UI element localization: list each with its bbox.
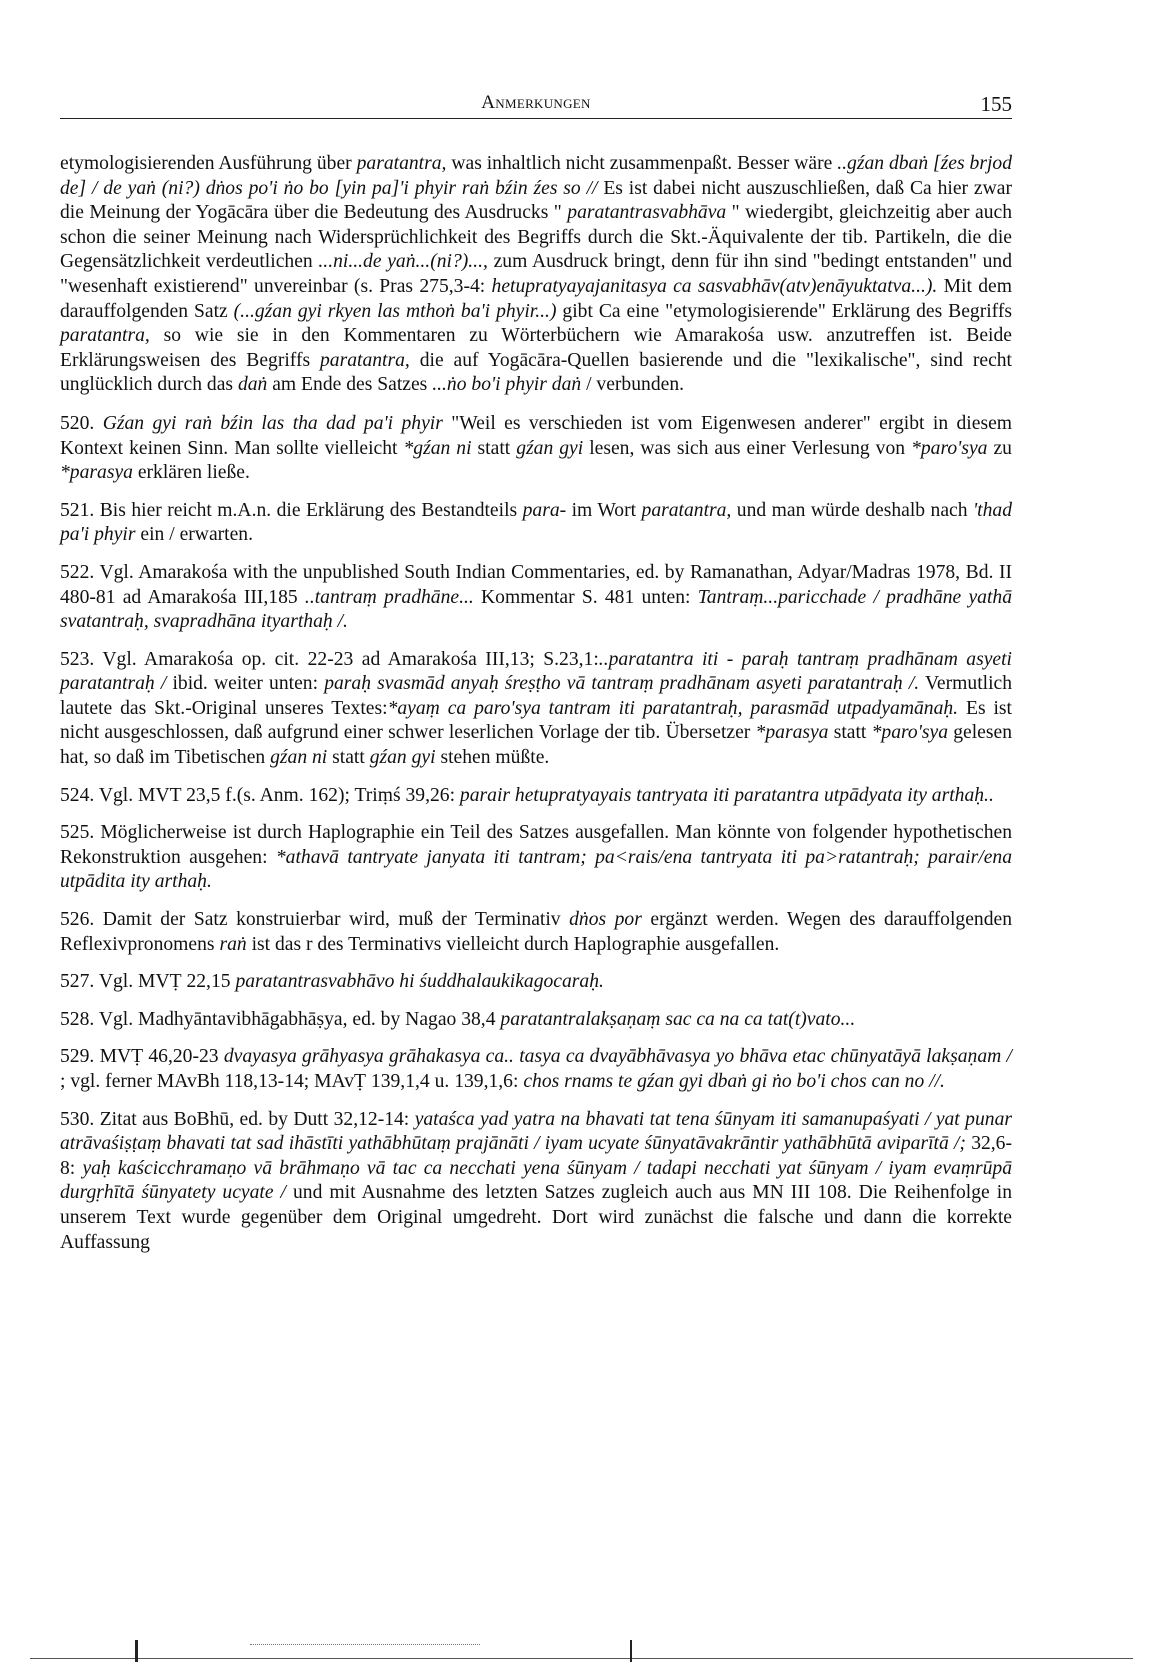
italic-text: ...ni...de yaṅ...(ni?)..., (318, 251, 488, 273)
text-run: ibid. weiter unten: (166, 673, 325, 695)
footnote (60, 970, 1012, 995)
running-head (60, 92, 1012, 119)
italic-text: hetupratyayajanitasya ca sasvabhāv(atv)enāyuktatva...). (491, 275, 938, 297)
text-run: / verbunden. (581, 374, 685, 396)
italic-text: *ayaṃ ca paro'sya tantram iti paratantraḥ, parasmād utpadyamānaḥ. (387, 697, 959, 719)
text-run: 524. Vgl. MVT 23,5 f.(s. Anm. 162); Triṃś 39,26: (60, 784, 460, 806)
italic-text: ..paratantra iti - paraḥ tantraṃ pradhānam asyeti paratantraḥ / (60, 648, 1012, 695)
footnote (60, 821, 1012, 895)
text-run: stehen müßte. (435, 747, 550, 769)
scan-mark (630, 1640, 632, 1662)
italic-text: paratantrasvabhāva (567, 202, 727, 224)
text-run: zum Ausdruck bringt, denn für ihn sind "bedingt entstanden" und "wesenhaft existierend" unvereinbar (s. Pras 275,3-4: (60, 251, 1012, 297)
text-run: 528. Vgl. Madhyāntavibhāgabhāṣya, ed. by Nagao 38,4 (60, 1008, 501, 1030)
page-title: Anmerkungen (481, 92, 591, 113)
italic-text: paraḥ svasmād anyaḥ śreṣṭho vā tantraṃ pradhānam asyeti paratantraḥ /. (324, 673, 920, 695)
text-run: 522. Vgl. Amarakośa with the unpublished South Indian Commentaries, ed. by Ramanathan, Adyar/Madras 1978, Bd. II 480-81 ad Amarakośa III,185 (60, 561, 1012, 608)
text-run: 521. Bis hier reicht m.A.n. die Erklärung des Bestandteils (60, 499, 523, 521)
footnote (60, 1045, 1012, 1094)
italic-text: *gźan ni (403, 437, 472, 459)
text-run: 527. Vgl. MVṬ 22,15 (60, 971, 236, 993)
italic-text: *parasya (755, 722, 829, 744)
text-run: 529. MVṬ 46,20-23 (60, 1046, 224, 1068)
italic-text: ..tantraṃ pradhāne... (304, 586, 474, 608)
italic-text: *parasya (60, 462, 133, 484)
scan-edge-line (30, 1658, 1133, 1659)
scan-mark (135, 1640, 138, 1662)
footnote (60, 561, 1012, 635)
text-run: statt (828, 722, 872, 744)
footnote (60, 908, 1012, 957)
footnote (60, 1008, 1012, 1033)
italic-text: raṅ (219, 933, 247, 955)
italic-text: *paro'sya (911, 437, 988, 459)
text-run: 523. Vgl. Amarakośa op. cit. 22-23 ad Amarakośa III,13; S.23,1: (60, 648, 599, 670)
italic-text: ..gźan dbaṅ [źes brjod de] / de yaṅ (ni?) dṅos po'i ṅo bo [yin pa]'i phyir raṅ bźin źes so // (60, 153, 1012, 199)
text-run: zu (987, 437, 1012, 459)
text-run: ; vgl. ferner MAvBh 118,13-14; MAvṬ 139,1,4 u. 139,1,6: (60, 1071, 524, 1092)
italic-text: gźan gyi (516, 437, 584, 459)
text-run: so wie sie in den Kommentaren zu Wörterbüchern wie Amarakośa usw. anzutreffen ist. Beide Erklärungsweisen des Begriffs (60, 325, 1012, 371)
text-run: gibt Ca eine "etymologisierende" Erklärung des Begriffs (556, 300, 1013, 322)
text-run: "Weil es verschieden ist vom Eigenwesen anderer" ergibt in diesem Kontext keinen Sinn. Man sollte vielleicht (60, 412, 1013, 459)
italic-text: yataśca yad yatra na bhavati tat tena śūnyam iti samanupaśyati / yat punar atrāvaśiṣṭaṃ bhavati tat sad ihāstīti yathābhūtaṃ prajānāti / iyam ucyate śūnyatāvakrāntir yathābhūtā aviparītā /; (60, 1108, 1012, 1155)
italic-text: *paro'sya (871, 722, 949, 744)
footnote (60, 412, 1012, 486)
italic-text: dṅos por (569, 909, 642, 931)
text-run: und man würde deshalb nach (731, 499, 973, 521)
italic-text: gźan ni (270, 747, 328, 769)
text-run: ergänzt werden. Wegen des darauffolgenden Reflexivpronomens (60, 909, 1012, 955)
text-run: 526. Damit der Satz konstruierbar wird, muß der Terminativ (60, 909, 570, 931)
italic-text: yaḥ kaścicchramaṇo vā brāhmaṇo vā tac ca necchati yena śūnyam / tadapi necchati yat śūnyam / iyam evaṃrūpā durgṛhītā śūnyatety ucyate / (60, 1157, 1013, 1204)
italic-text: para- (522, 499, 567, 521)
italic-text: parair hetupratyayais tantryata iti paratantra utpādyata ity arthaḥ.. (459, 784, 994, 806)
text-run: 530. Zitat aus BoBhū, ed. by Dutt 32,12-14: (60, 1108, 415, 1130)
text-run: ist das r des Terminativs vielleicht durch Haplographie ausgefallen. (246, 933, 780, 955)
text-run: statt (471, 437, 517, 459)
text-run: lesen, was sich aus einer Verlesung von (583, 437, 912, 459)
text-run: erklären ließe. (132, 462, 250, 484)
italic-text: 'thad pa'i phyir (60, 499, 1012, 546)
italic-text: paratantralakṣaṇaṃ sac ca na ca tat(t)vato... (500, 1008, 856, 1030)
text-run: " wiedergibt, gleichzeitig aber auch schon die seiner Meinung nach Widersprüchlichkeit des Begriffs durch die Skt.-Äquivalente der tib. Partikeln, die die Gegensätzlichkeit verdeutlichen (60, 202, 1012, 273)
italic-text: chos rnams te gźan gyi dbaṅ gi ṅo bo'i chos can no //. (523, 1071, 945, 1092)
footnote (60, 1108, 1012, 1256)
italic-text: dvayasya grāhyasya grāhakasya ca.. tasya ca dvayābhāvasya yo bhāva etac chūnyatāyā lakṣaṇam / (223, 1046, 1012, 1068)
notes-body (60, 152, 1012, 1268)
text-run: und mit Ausnahme des letzten Satzes zugleich auch aus MN III 108. Die Reihenfolge in unserem Text wurde gegenüber dem Original umgedreht. Dort wird zunächst die falsche und dann die korrekte Auffassung (60, 1182, 1012, 1253)
italic-text: paratantrasvabhāvo hi śuddhalaukikagocaraḥ. (235, 971, 604, 993)
footnote (60, 499, 1012, 548)
italic-text: paratantra, (641, 499, 732, 521)
text-run: Vermutlich lautete das Skt.-Original unseres Textes: (60, 673, 1013, 719)
text-run: Mit dem darauffolgenden Satz (60, 275, 1012, 322)
italic-text: paratantra, (320, 349, 410, 371)
text-run: 520. (60, 412, 103, 434)
text-run: statt (327, 747, 370, 769)
italic-text: gźan gyi (369, 747, 436, 769)
page-number: 155 (980, 92, 1012, 116)
italic-text: *athavā tantryate janyata iti tantram; pa<rais/ena tantryata iti pa>ratantraḥ; parair/ena utpādita ity arthaḥ. (60, 846, 1012, 893)
text-run: was inhaltlich nicht zusammenpaßt. Besser wäre (446, 153, 838, 174)
text-run: am Ende des Satzes (267, 374, 433, 396)
scan-bottom-edge (0, 1640, 1163, 1665)
text-run: Es ist nicht ausgeschlossen, daß aufgrund einer schwer leserlichen Vorlage der tib. Übersetzer (60, 697, 1012, 744)
text-run: Es ist dabei nicht auszuschließen, daß Ca hier zwar die Meinung der Yogācāra über die Bedeutung des Ausdrucks " (60, 177, 1012, 224)
footnote (60, 784, 1012, 809)
text-run: im Wort (566, 499, 642, 521)
italic-text: daṅ (237, 374, 268, 396)
italic-text: Tantraṃ...paricchade / pradhāne yathā svatantraḥ, svapradhāna ityarthaḥ /. (60, 586, 1012, 633)
text-run: die auf Yogācāra-Quellen basierende und die "lexikalische", sind recht unglücklich durch das (60, 349, 1013, 396)
text-run: 32,6-8: (60, 1133, 1013, 1179)
text-run: etymologisierenden Ausführung über (60, 153, 357, 174)
italic-text: paratantra, (356, 153, 447, 174)
text-run: 525. Möglicherweise ist durch Haplographie ein Teil des Satzes ausgefallen. Man könnte von folgender hypothetischen Rekonstruktion ausgehen: (60, 822, 1012, 868)
text-run: ein / erwarten. (135, 524, 254, 546)
italic-text: paratantra, (60, 325, 150, 347)
footnote (60, 648, 1012, 771)
italic-text: ...ṅo bo'i phyir daṅ (432, 374, 582, 396)
scan-dots (250, 1644, 480, 1655)
italic-text: (...gźan gyi rkyen las mthoṅ ba'i phyir...) (233, 300, 557, 322)
note-continuation (60, 152, 1012, 398)
text-run: Kommentar S. 481 unten: (473, 586, 698, 608)
italic-text: Gźan gyi raṅ bźin las tha dad pa'i phyir (102, 412, 443, 434)
text-run: gelesen hat, so daß im Tibetischen (60, 722, 1012, 769)
